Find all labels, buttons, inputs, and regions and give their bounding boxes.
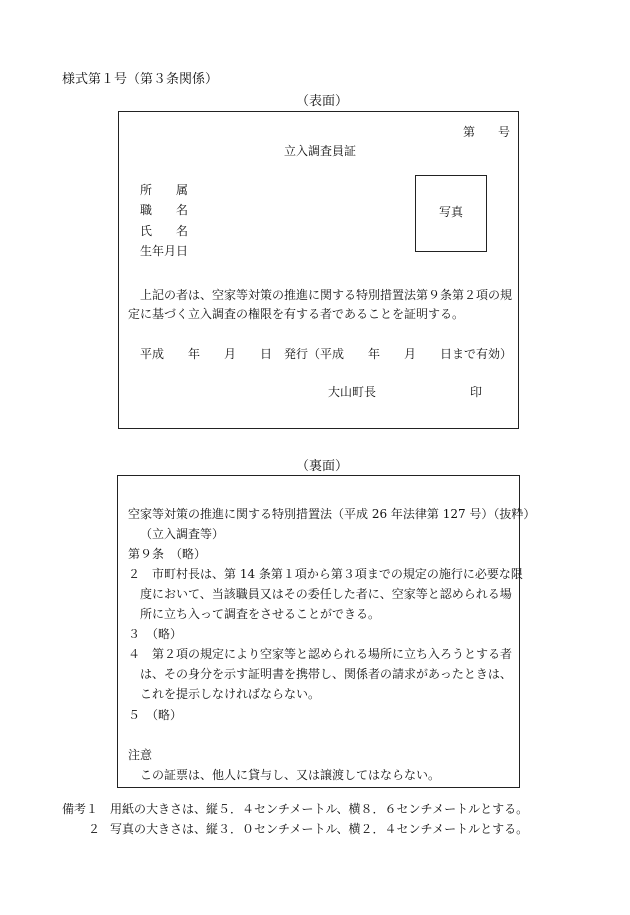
number-go: 号	[498, 125, 511, 139]
field-name: 氏 名	[140, 224, 189, 238]
front-heading: （表面）	[296, 94, 349, 109]
para-2-line-1: ２ 市町村長は、第 14 条第１項から第３項までの規定の施行に必要な限	[128, 567, 523, 581]
para-2-line-3: 所に立ち入って調査をさせることができる。	[140, 607, 381, 621]
para-2-line-2: 度において、当該職員又はその委任した者に、空家等と認められる場	[140, 587, 512, 601]
note-2-text: 写真の大きさは、縦３．０センチメートル、横２．４センチメートルとする。	[110, 822, 529, 836]
note-2-label: ２	[88, 822, 101, 836]
form-title: 様式第１号（第３条関係）	[62, 72, 219, 87]
field-affiliation: 所 属	[140, 183, 189, 197]
seal-mark: 印	[470, 385, 483, 399]
field-position: 職 名	[140, 203, 189, 217]
para-4-line-3: これを提示しなければならない。	[140, 687, 321, 701]
para-3: ３ （略）	[128, 627, 183, 641]
photo-label: 写真	[439, 205, 464, 219]
para-5: ５ （略）	[128, 708, 183, 722]
back-heading: （裏面）	[296, 459, 349, 474]
para-4-line-1: ４ 第２項の規定により空家等と認められる場所に立ち入ろうとする者	[128, 647, 513, 661]
para-4-line-2: は、その身分を示す証明書を携帯し、関係者の請求があったときは、	[140, 667, 512, 681]
note-1-text: 用紙の大きさは、縦５．４センチメートル、横８．６センチメートルとする。	[110, 802, 529, 816]
issuer: 大山町長	[328, 385, 377, 399]
caution-text: この証票は、他人に貸与し、又は譲渡してはならない。	[140, 768, 441, 782]
certify-line-1: 上記の者は、空家等対策の推進に関する特別措置法第９条第２項の規	[140, 288, 513, 302]
date-line: 平成 年 月 日 発行（平成 年 月 日まで有効）	[140, 347, 513, 361]
field-birthdate: 生年月日	[140, 244, 189, 258]
law-caption: （立入調査等）	[140, 527, 225, 541]
caution-heading: 注意	[128, 748, 153, 762]
note-1-label: 備考１	[62, 802, 99, 816]
law-title: 空家等対策の推進に関する特別措置法（平成 26 年法律第 127 号）（抜粋）	[128, 507, 536, 521]
certify-line-2: 定に基づく立入調査の権限を有する者であることを証明する。	[128, 307, 465, 321]
number-dai: 第	[463, 125, 476, 139]
article-9: 第９条 （略）	[128, 547, 207, 561]
card-title: 立入調査員証	[284, 144, 357, 158]
